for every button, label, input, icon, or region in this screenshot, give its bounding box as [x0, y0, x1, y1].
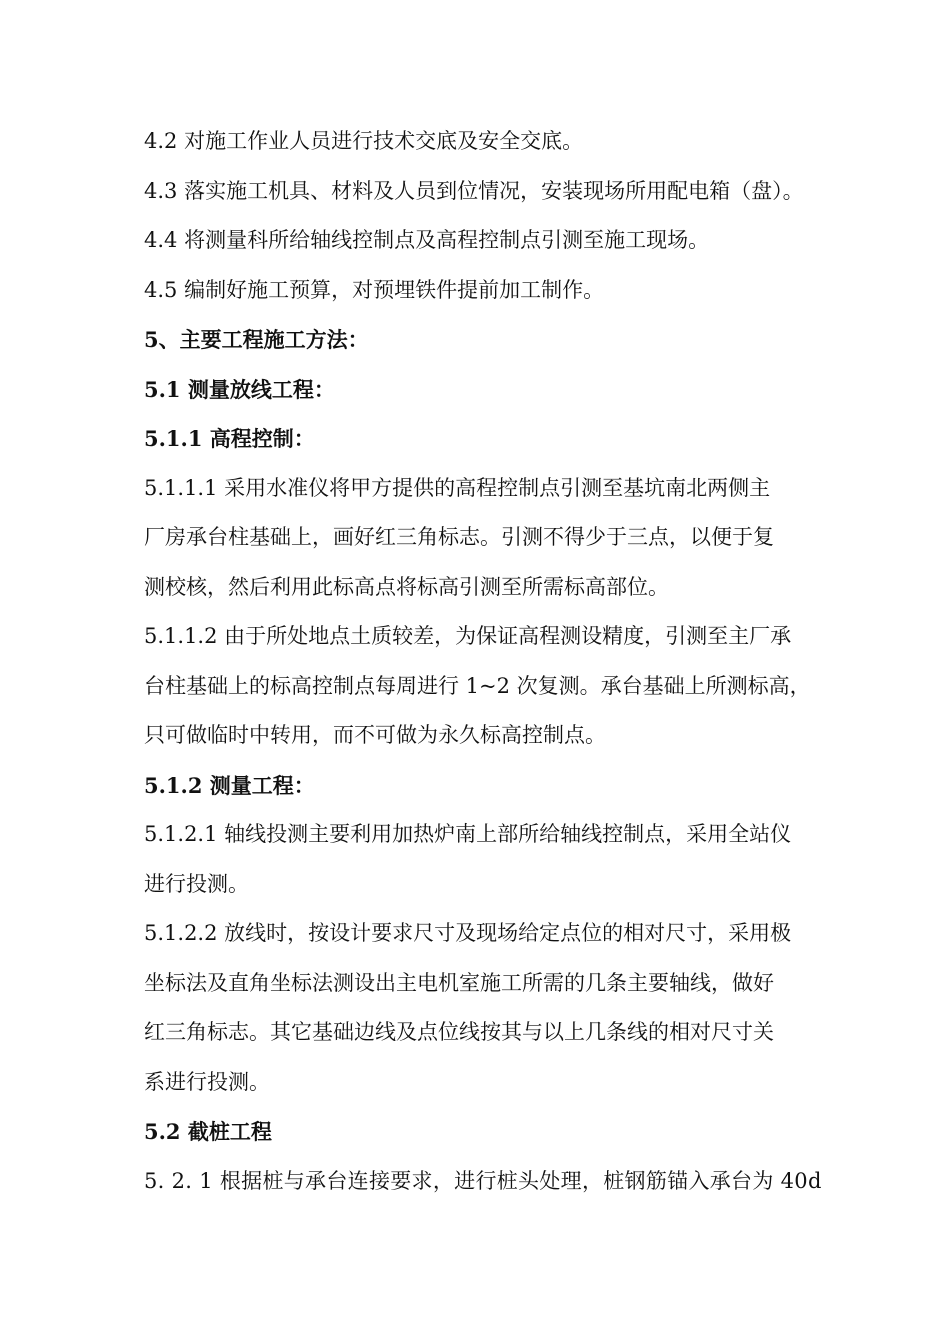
heading-5-1-1: 5.1.1 高程控制：: [144, 426, 315, 451]
heading-5-2: 5.2 截桩工程: [144, 1119, 272, 1144]
paragraph-5-1-2-2-line-3: 红三角标志。其它基础边线及点位线按其与以上几条线的相对尺寸关: [144, 1020, 774, 1044]
paragraph-5-1-2-1-line-2: 进行投测。: [144, 871, 249, 896]
paragraph-5-1-1-2-line-2: 台柱基础上的标高控制点每周进行 1~2 次复测。承台基础上所测标高，: [144, 673, 811, 698]
paragraph-4-5: 4.5 编制好施工预算，对预埋铁件提前加工制作。: [144, 277, 605, 302]
paragraph-4-3: 4.3 落实施工机具、材料及人员到位情况，安装现场所用配电箱（盘）。: [144, 178, 804, 203]
paragraph-5-1-1-1-line-2: 厂房承台柱基础上，画好红三角标志。引测不得少于三点，以便于复: [144, 525, 774, 549]
paragraph-4-4: 4.4 将测量科所给轴线控制点及高程控制点引测至施工现场。: [144, 228, 710, 252]
paragraph-5-2-1-line-1: 5. 2. 1 根据桩与承台连接要求，进行桩头处理，桩钢筋锚入承台为 40d: [144, 1168, 822, 1193]
document-body: [144, 117, 824, 1206]
paragraph-5-1-1-1-line-3: 测校核，然后利用此标高点将标高引测至所需标高部位。: [144, 574, 669, 599]
paragraph-5-1-2-1-line-1: 5.1.2.1 轴线投测主要利用加热炉南上部所给轴线控制点，采用全站仪: [144, 822, 792, 846]
paragraph-5-1-2-2-line-4: 系进行投测。: [144, 1069, 270, 1094]
paragraph-5-1-1-2-line-1: 5.1.1.2 由于所处地点土质较差，为保证高程测设精度，引测至主厂承: [144, 624, 792, 648]
heading-5-1: 5.1 测量放线工程：: [144, 376, 335, 402]
paragraph-5-1-1-2-line-3: 只可做临时中转用，而不可做为永久标高控制点。: [144, 723, 606, 747]
paragraph-5-1-2-2-line-2: 坐标法及直角坐标法测设出主电机室施工所需的几条主要轴线，做好: [144, 970, 774, 995]
heading-section-5: 5、主要工程施工方法：: [144, 327, 369, 352]
paragraph-4-2: 4.2 对施工作业人员进行技术交底及安全交底。: [144, 129, 584, 153]
paragraph-5-1-2-2-line-1: 5.1.2.2 放线时，按设计要求尺寸及现场给定点位的相对尺寸，采用极: [144, 921, 792, 945]
paragraph-5-1-1-1-line-1: 5.1.1.1 采用水准仪将甲方提供的高程控制点引测至基坑南北两侧主: [144, 475, 771, 500]
heading-5-1-2: 5.1.2 测量工程：: [144, 772, 315, 798]
